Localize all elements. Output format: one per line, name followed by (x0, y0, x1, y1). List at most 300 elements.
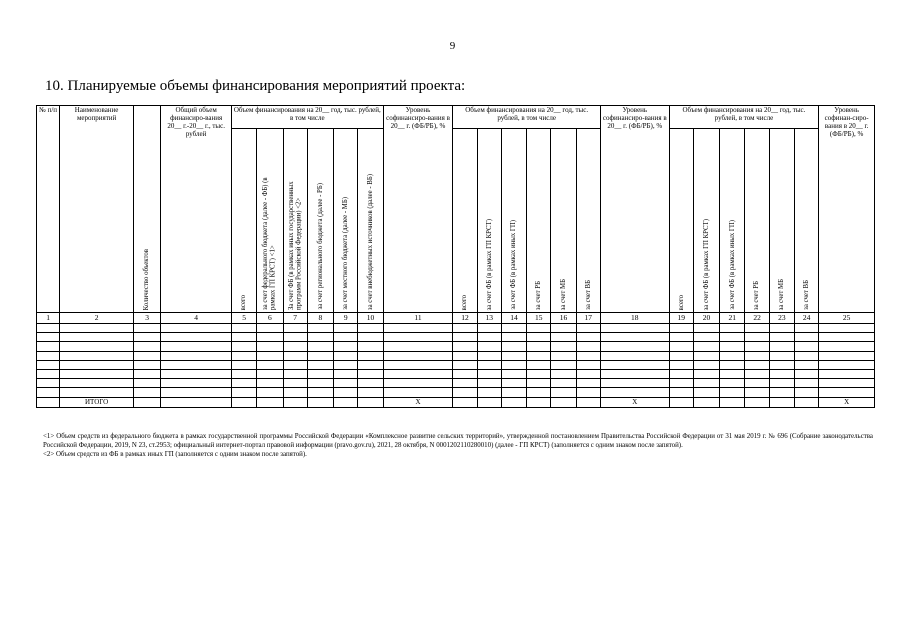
table-cell (37, 342, 60, 351)
header-level-2: Уровень софинансиро-вания в 20__ г. (ФБ/РБ), % (600, 106, 669, 313)
table-cell (720, 397, 745, 407)
table-cell (383, 379, 453, 388)
table-cell (232, 342, 257, 351)
table-cell (769, 379, 794, 388)
table-cell (232, 369, 257, 378)
column-number-cell: 8 (307, 313, 333, 324)
table-cell (693, 379, 719, 388)
total-row (37, 397, 875, 407)
table-cell (501, 342, 526, 351)
table-cell (551, 388, 576, 397)
table-cell (161, 369, 232, 378)
table-cell (600, 369, 669, 378)
group2-col (527, 129, 551, 313)
table-cell (477, 369, 501, 378)
table-cell (720, 342, 745, 351)
table-cell (745, 397, 769, 407)
column-number-cell: 15 (527, 313, 551, 324)
table-cell (501, 388, 526, 397)
table-cell (358, 397, 383, 407)
table-cell (527, 333, 551, 342)
table-cell (257, 342, 283, 351)
table-cell (769, 333, 794, 342)
column-number-cell: 14 (501, 313, 526, 324)
group2-col (453, 129, 477, 313)
table-cell (600, 351, 669, 360)
table-cell (720, 324, 745, 333)
table-cell (720, 379, 745, 388)
table-cell (794, 369, 818, 378)
table-cell (576, 388, 600, 397)
group2-col (501, 129, 526, 313)
table-cell (745, 369, 769, 378)
table-cell (453, 369, 477, 378)
table-cell (669, 333, 693, 342)
table-cell (383, 351, 453, 360)
table-cell (161, 379, 232, 388)
table-cell (551, 333, 576, 342)
table-cell (37, 324, 60, 333)
table-cell (161, 351, 232, 360)
table-cell (794, 333, 818, 342)
table-cell (358, 379, 383, 388)
table-cell (600, 342, 669, 351)
table-row (37, 369, 875, 378)
group2-col-text: за счет ВБ (584, 280, 592, 310)
table-cell (60, 360, 134, 369)
table-cell (576, 360, 600, 369)
table-row (37, 342, 875, 351)
group2-title: Объем финансирования на 20__ год, тыс. рублей, в том числе (453, 106, 601, 129)
table-cell (37, 333, 60, 342)
table-cell (232, 360, 257, 369)
table-cell (819, 333, 875, 342)
group1-col (307, 129, 333, 313)
column-number-cell: 5 (232, 313, 257, 324)
table-cell (453, 379, 477, 388)
group2-col (477, 129, 501, 313)
group3-col-text: за счет РБ (753, 280, 761, 310)
table-cell (37, 397, 60, 407)
table-cell (600, 379, 669, 388)
footnote-1: <1> Объем средств из федерального бюджета в рамках государственной программы Российской Федерации «Комплексное развитие сельских территорий», утвержденной постановлением Правительства Российской Федерации от 31 мая 2019 г. № 696 (Собрание законодательства Российской Федерации, 2019, N 23, ст.2953; официальный интернет-портал правовой информации (pravo.gov.ru), 2021, 28 октября, N 0001202110280010) (далее - ГП КРСТ) (заполняется с одним знаком после запятой). (43, 433, 873, 449)
table-cell (161, 333, 232, 342)
group3-col (745, 129, 769, 313)
table-cell (769, 342, 794, 351)
table-cell (334, 360, 358, 369)
table-cell (819, 342, 875, 351)
table-cell (477, 342, 501, 351)
column-number-cell: 20 (693, 313, 719, 324)
group3-col (769, 129, 794, 313)
table-cell (745, 324, 769, 333)
table-cell (60, 324, 134, 333)
table-cell (600, 333, 669, 342)
table-cell (307, 333, 333, 342)
table-cell (794, 324, 818, 333)
table-cell (283, 369, 307, 378)
table-cell (745, 388, 769, 397)
table-cell (453, 351, 477, 360)
table-cell (134, 397, 161, 407)
table-cell (283, 324, 307, 333)
table-cell (477, 360, 501, 369)
table-cell (720, 388, 745, 397)
table-cell (232, 324, 257, 333)
table-row (37, 360, 875, 369)
table-cell (307, 369, 333, 378)
table-cell (37, 360, 60, 369)
table-cell (669, 379, 693, 388)
column-number-cell: 11 (383, 313, 453, 324)
table-row (37, 333, 875, 342)
table-cell (358, 324, 383, 333)
column-number-cell: 21 (720, 313, 745, 324)
table-cell (693, 351, 719, 360)
footnote-2: <2> Объем средств из ФБ в рамках иных ГП (заполняется с одним знаком после запятой). (43, 450, 307, 458)
group3-title: Объем финансирования на 20__ год, тыс. рублей, в том числе (669, 106, 819, 129)
column-number-cell: 12 (453, 313, 477, 324)
table-cell (383, 342, 453, 351)
footnotes (43, 433, 873, 460)
table-cell (477, 324, 501, 333)
table-cell (60, 351, 134, 360)
table-cell (669, 351, 693, 360)
column-number-cell: 6 (257, 313, 283, 324)
table-cell (576, 379, 600, 388)
table-cell (37, 369, 60, 378)
page-number: 9 (449, 40, 456, 52)
table-cell (769, 360, 794, 369)
table-cell (794, 397, 818, 407)
table-cell (283, 342, 307, 351)
table-cell (527, 388, 551, 397)
table-cell (551, 324, 576, 333)
table-cell (720, 360, 745, 369)
table-cell (60, 369, 134, 378)
table-cell (134, 369, 161, 378)
group3-col (720, 129, 745, 313)
table-cell (551, 360, 576, 369)
header-total: Общий объем финансиро-вания 20__ г.-20__ г., тыс. рублей (161, 106, 232, 313)
table-cell (794, 342, 818, 351)
table-cell (37, 379, 60, 388)
table-cell (669, 369, 693, 378)
table-cell (358, 342, 383, 351)
column-numbers-row (37, 313, 875, 324)
group3-col (669, 129, 693, 313)
table-cell (745, 333, 769, 342)
group1-col-text: За счет ФБ (в рамках иных государственных программ Российской Федерации) <2> (287, 181, 303, 310)
table-cell (453, 397, 477, 407)
table-cell (769, 388, 794, 397)
table-cell (551, 351, 576, 360)
column-number-cell: 4 (161, 313, 232, 324)
column-number-cell: 17 (576, 313, 600, 324)
table-cell (693, 342, 719, 351)
table-cell (257, 360, 283, 369)
table-cell (257, 333, 283, 342)
table-cell (37, 388, 60, 397)
table-cell (161, 342, 232, 351)
table-cell (551, 369, 576, 378)
table-cell (134, 379, 161, 388)
table-cell (794, 388, 818, 397)
table-cell (383, 333, 453, 342)
table-cell (794, 379, 818, 388)
table-cell (307, 360, 333, 369)
column-number-cell: 18 (600, 313, 669, 324)
group3-col (693, 129, 719, 313)
table-cell (60, 388, 134, 397)
table-cell (501, 397, 526, 407)
column-number-cell: 24 (794, 313, 818, 324)
table-cell (527, 360, 551, 369)
table-cell (257, 351, 283, 360)
table-cell (600, 388, 669, 397)
table-cell (453, 324, 477, 333)
column-number-cell: 25 (819, 313, 875, 324)
group3-col (794, 129, 818, 313)
table-cell (232, 379, 257, 388)
group1-col-text: за счет внебюджетных источников (далее - ВБ) (366, 173, 374, 310)
total-x-mark: X (600, 397, 669, 407)
table-cell (334, 379, 358, 388)
table-cell (334, 388, 358, 397)
table-cell (527, 324, 551, 333)
table-cell (794, 360, 818, 369)
group1-col (283, 129, 307, 313)
table-cell (794, 351, 818, 360)
table-cell (745, 379, 769, 388)
table-cell (527, 342, 551, 351)
table-cell (720, 351, 745, 360)
table-cell (551, 342, 576, 351)
header-level-3: Уровень софинан-сиро-вания в 20__ г. (ФБ/РБ), % (819, 106, 875, 313)
column-number-cell: 22 (745, 313, 769, 324)
table-cell (576, 324, 600, 333)
total-label: ИТОГО (60, 397, 134, 407)
table-cell (501, 379, 526, 388)
table-cell (283, 388, 307, 397)
table-cell (134, 324, 161, 333)
group1-col (358, 129, 383, 313)
group3-col-text: за счет ВБ (802, 280, 810, 310)
group2-col-text: за счет РБ (535, 280, 543, 310)
group1-col (334, 129, 358, 313)
group1-col (232, 129, 257, 313)
table-cell (669, 342, 693, 351)
table-cell (693, 324, 719, 333)
column-number-cell: 16 (551, 313, 576, 324)
table-cell (283, 333, 307, 342)
table-cell (358, 351, 383, 360)
table-cell (134, 342, 161, 351)
table-cell (720, 369, 745, 378)
group2-col-text: за счет МБ (559, 278, 567, 310)
table-cell (453, 333, 477, 342)
table-cell (693, 360, 719, 369)
table-cell (819, 351, 875, 360)
table-cell (334, 369, 358, 378)
column-number-cell: 10 (358, 313, 383, 324)
group2-col-text: за счет ФБ (в рамках ГП КРСТ) (485, 218, 493, 310)
financing-table (36, 105, 875, 408)
table-cell (283, 360, 307, 369)
group2-col-text: всего (461, 294, 469, 310)
table-row (37, 379, 875, 388)
group3-col-text: за счет ФБ (в рамках иных ГП) (728, 220, 736, 310)
table-cell (161, 388, 232, 397)
table-cell (477, 333, 501, 342)
group2-col (551, 129, 576, 313)
table-cell (307, 397, 333, 407)
table-cell (257, 324, 283, 333)
table-cell (161, 360, 232, 369)
table-cell (819, 369, 875, 378)
group3-col-text: всего (677, 294, 685, 310)
table-cell (60, 379, 134, 388)
section-heading: 10. Планируемые объемы финансирования мероприятий проекта: (45, 78, 466, 94)
header-num: № п/п (37, 106, 60, 313)
table-cell (693, 388, 719, 397)
table-cell (501, 351, 526, 360)
table-cell (769, 369, 794, 378)
table-cell (283, 397, 307, 407)
table-cell (283, 351, 307, 360)
column-number-cell: 9 (334, 313, 358, 324)
table-cell (745, 360, 769, 369)
group1-col-text: всего (240, 294, 248, 310)
table-cell (232, 351, 257, 360)
table-cell (232, 397, 257, 407)
table-cell (669, 324, 693, 333)
table-cell (477, 388, 501, 397)
table-cell (283, 379, 307, 388)
table-cell (134, 333, 161, 342)
group1-title: Объем финансирования на 20__ год, тыс. рублей, в том числе (232, 106, 384, 129)
group1-col-text: за счет федерального бюджета (далее - ФБ) (в рамках ГП КРСТ) <1> (262, 177, 277, 310)
table-cell (501, 324, 526, 333)
table-cell (576, 342, 600, 351)
table-cell (453, 342, 477, 351)
table-cell (257, 369, 283, 378)
table-cell (527, 351, 551, 360)
table-cell (307, 351, 333, 360)
table-cell (307, 324, 333, 333)
table-cell (501, 333, 526, 342)
table-cell (383, 369, 453, 378)
table-cell (334, 397, 358, 407)
table-cell (358, 360, 383, 369)
table-cell (334, 333, 358, 342)
table-row (37, 351, 875, 360)
column-number-cell: 23 (769, 313, 794, 324)
table-cell (358, 369, 383, 378)
table-cell (307, 388, 333, 397)
table-cell (819, 388, 875, 397)
table-cell (257, 388, 283, 397)
total-x-mark: X (819, 397, 875, 407)
column-number-cell: 7 (283, 313, 307, 324)
table-cell (693, 333, 719, 342)
column-number-cell: 3 (134, 313, 161, 324)
table-cell (819, 379, 875, 388)
table-row (37, 324, 875, 333)
table-cell (669, 360, 693, 369)
table-cell (576, 333, 600, 342)
table-cell (134, 360, 161, 369)
table-cell (819, 324, 875, 333)
table-cell (527, 369, 551, 378)
table-cell (745, 351, 769, 360)
group3-col-text: за счет МБ (778, 278, 786, 310)
table-cell (383, 324, 453, 333)
table-cell (358, 388, 383, 397)
table-cell (307, 379, 333, 388)
table-cell (477, 397, 501, 407)
table-cell (576, 351, 600, 360)
table-cell (693, 369, 719, 378)
table-cell (769, 397, 794, 407)
table-cell (769, 324, 794, 333)
table-cell (453, 388, 477, 397)
table-cell (669, 397, 693, 407)
table-cell (161, 324, 232, 333)
table-cell (551, 397, 576, 407)
group1-col (257, 129, 283, 313)
table-cell (600, 324, 669, 333)
table-cell (819, 360, 875, 369)
table-cell (232, 333, 257, 342)
header-name: Наименование мероприятий (60, 106, 134, 313)
column-number-cell: 2 (60, 313, 134, 324)
table-cell (693, 397, 719, 407)
table-cell (334, 351, 358, 360)
table-cell (527, 397, 551, 407)
table-cell (257, 379, 283, 388)
header-level-1: Уровень софинансиро-вания в 20__ г. (ФБ/РБ), % (383, 106, 453, 313)
table-cell (669, 388, 693, 397)
table-cell (60, 342, 134, 351)
table-cell (527, 379, 551, 388)
table-cell (769, 351, 794, 360)
table-cell (383, 360, 453, 369)
table-cell (576, 369, 600, 378)
column-number-cell: 1 (37, 313, 60, 324)
table-cell (453, 360, 477, 369)
column-number-cell: 19 (669, 313, 693, 324)
table-cell (334, 324, 358, 333)
table-cell (37, 351, 60, 360)
header-count (134, 106, 161, 313)
table-cell (134, 351, 161, 360)
group1-col-text: за счет регионального бюджета (далее - РБ) (316, 183, 324, 310)
table-cell (477, 351, 501, 360)
table-cell (551, 379, 576, 388)
header-count-text: Количество объектов (143, 248, 151, 310)
table-cell (576, 397, 600, 407)
table-cell (383, 388, 453, 397)
group3-col-text: за счет ФБ (в рамках ГП КРСТ) (702, 218, 710, 310)
group1-col-text: за счет местного бюджета (далее - МБ) (341, 197, 349, 310)
table-cell (60, 333, 134, 342)
table-cell (134, 388, 161, 397)
table-cell (307, 342, 333, 351)
table-cell (257, 397, 283, 407)
table-cell (501, 360, 526, 369)
table-cell (232, 388, 257, 397)
